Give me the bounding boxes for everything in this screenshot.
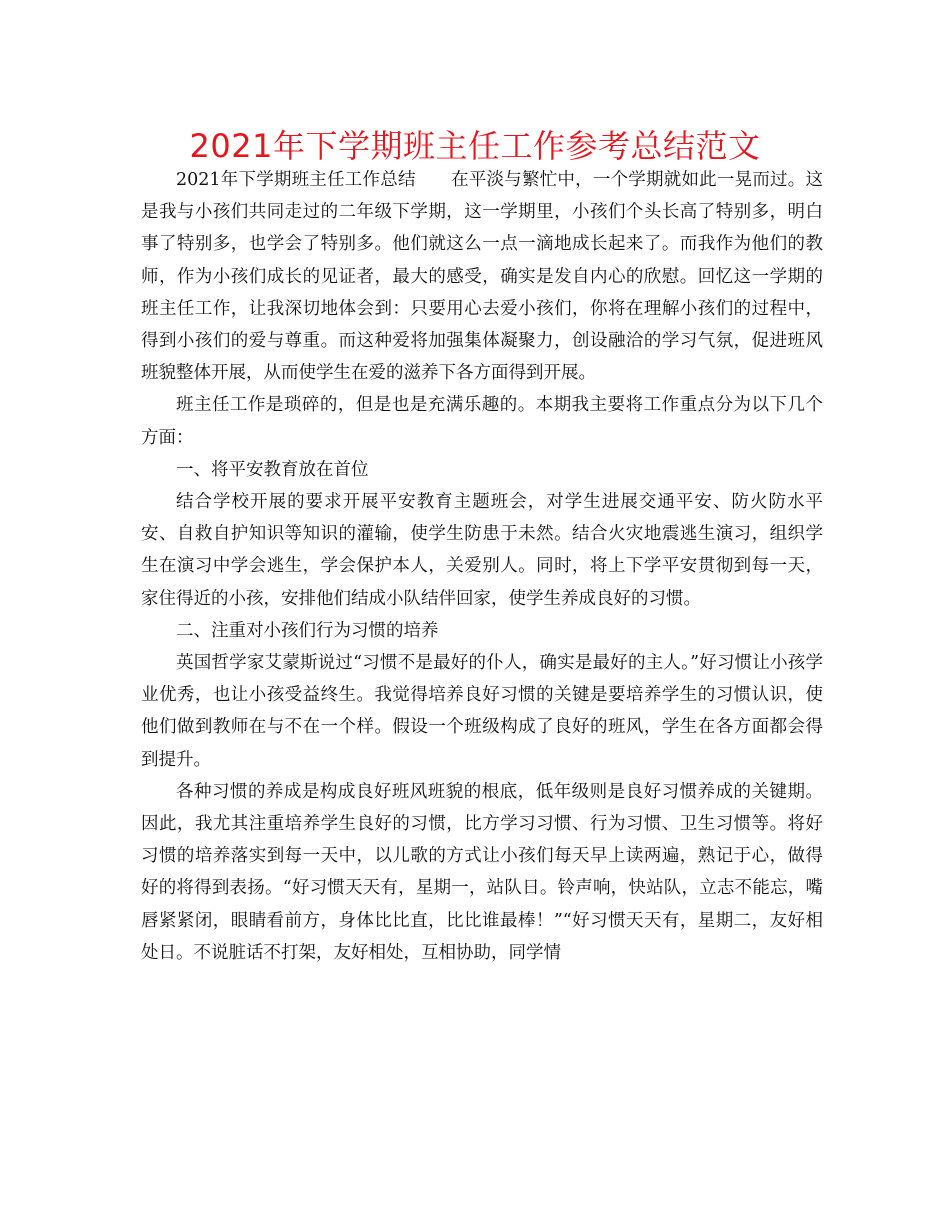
paragraph-habits-quote: 英国哲学家艾蒙斯说过“习惯不是最好的仆人，确实是最好的主人。”好习惯让小孩学业优秀，也让小孩受益终生。我觉得培养良好习惯的关键是要培养学生的习惯认识，使他们做到教师在与不在一个样。假设一个班级构成了良好的班风，学生在各方面都会得到提升。: [141, 653, 823, 770]
document-title: 2021年下学期班主任工作参考总结范文: [189, 127, 761, 165]
paragraph-safety: 结合学校开展的要求开展平安教育主题班会，对学生进展交通平安、防火防水平安、自救自护知识等知识的灌输，使学生防患于未然。结合火灾地震逃生演习，组织学生在演习中学会逃生，学会保护本人，关爱别人。同时，将上下学平安贯彻到每一天，家住得近的小孩，安排他们结成小队结伴回家，使学生养成良好的习惯。: [141, 492, 823, 609]
paragraph-habits-detail: 各种习惯的养成是构成良好班风班貌的根底，低年级则是良好习惯养成的关键期。因此，我尤其注重培养学生良好的习惯，比方学习习惯、行为习惯、卫生习惯等。将好习惯的培养落实到每一天中，以儿歌的方式让小孩们每天早上读两遍，熟记于心，做得好的将得到表扬。“好习惯天天有，星期一，站队日。铃声响，快站队，立志不能忘，嘴唇紧紧闭，眼睛看前方，身体比比直，比比谁最棒！”“好习惯天天有，星期二，友好相处日。不说脏话不打架，友好相处，互相协助，同学情: [141, 781, 823, 963]
section-heading-habits: 二、注重对小孩们行为习惯的培养: [176, 620, 439, 641]
paragraph-overview: 班主任工作是琐碎的，但是也是充满乐趣的。本期我主要将工作重点分为以下几个方面：: [141, 395, 823, 448]
paragraph-intro: 2021年下学期班主任工作总结 在平淡与繁忙中，一个学期就如此一晃而过。这是我与小孩们共同走过的二年级下学期，这一学期里，小孩们个头长高了特别多，明白事了特别多，也学会了特别多。他们就这么一点一滴地成长起来了。而我作为他们的教师，作为小孩们成长的见证者，最大的感受，确实是发自内心的欣慰。回忆这一学期的班主任工作，让我深切地体会到：只要用心去爱小孩们，你将在理解小孩们的过程中，得到小孩们的爱与尊重。而这种爱将加强集体凝聚力，创设融洽的学习气氛，促进班风班貌整体开展，从而使学生在爱的滋养下各方面得到开展。: [141, 170, 823, 384]
section-heading-safety: 一、将平安教育放在首位: [176, 459, 369, 480]
document-body: [141, 164, 823, 969]
